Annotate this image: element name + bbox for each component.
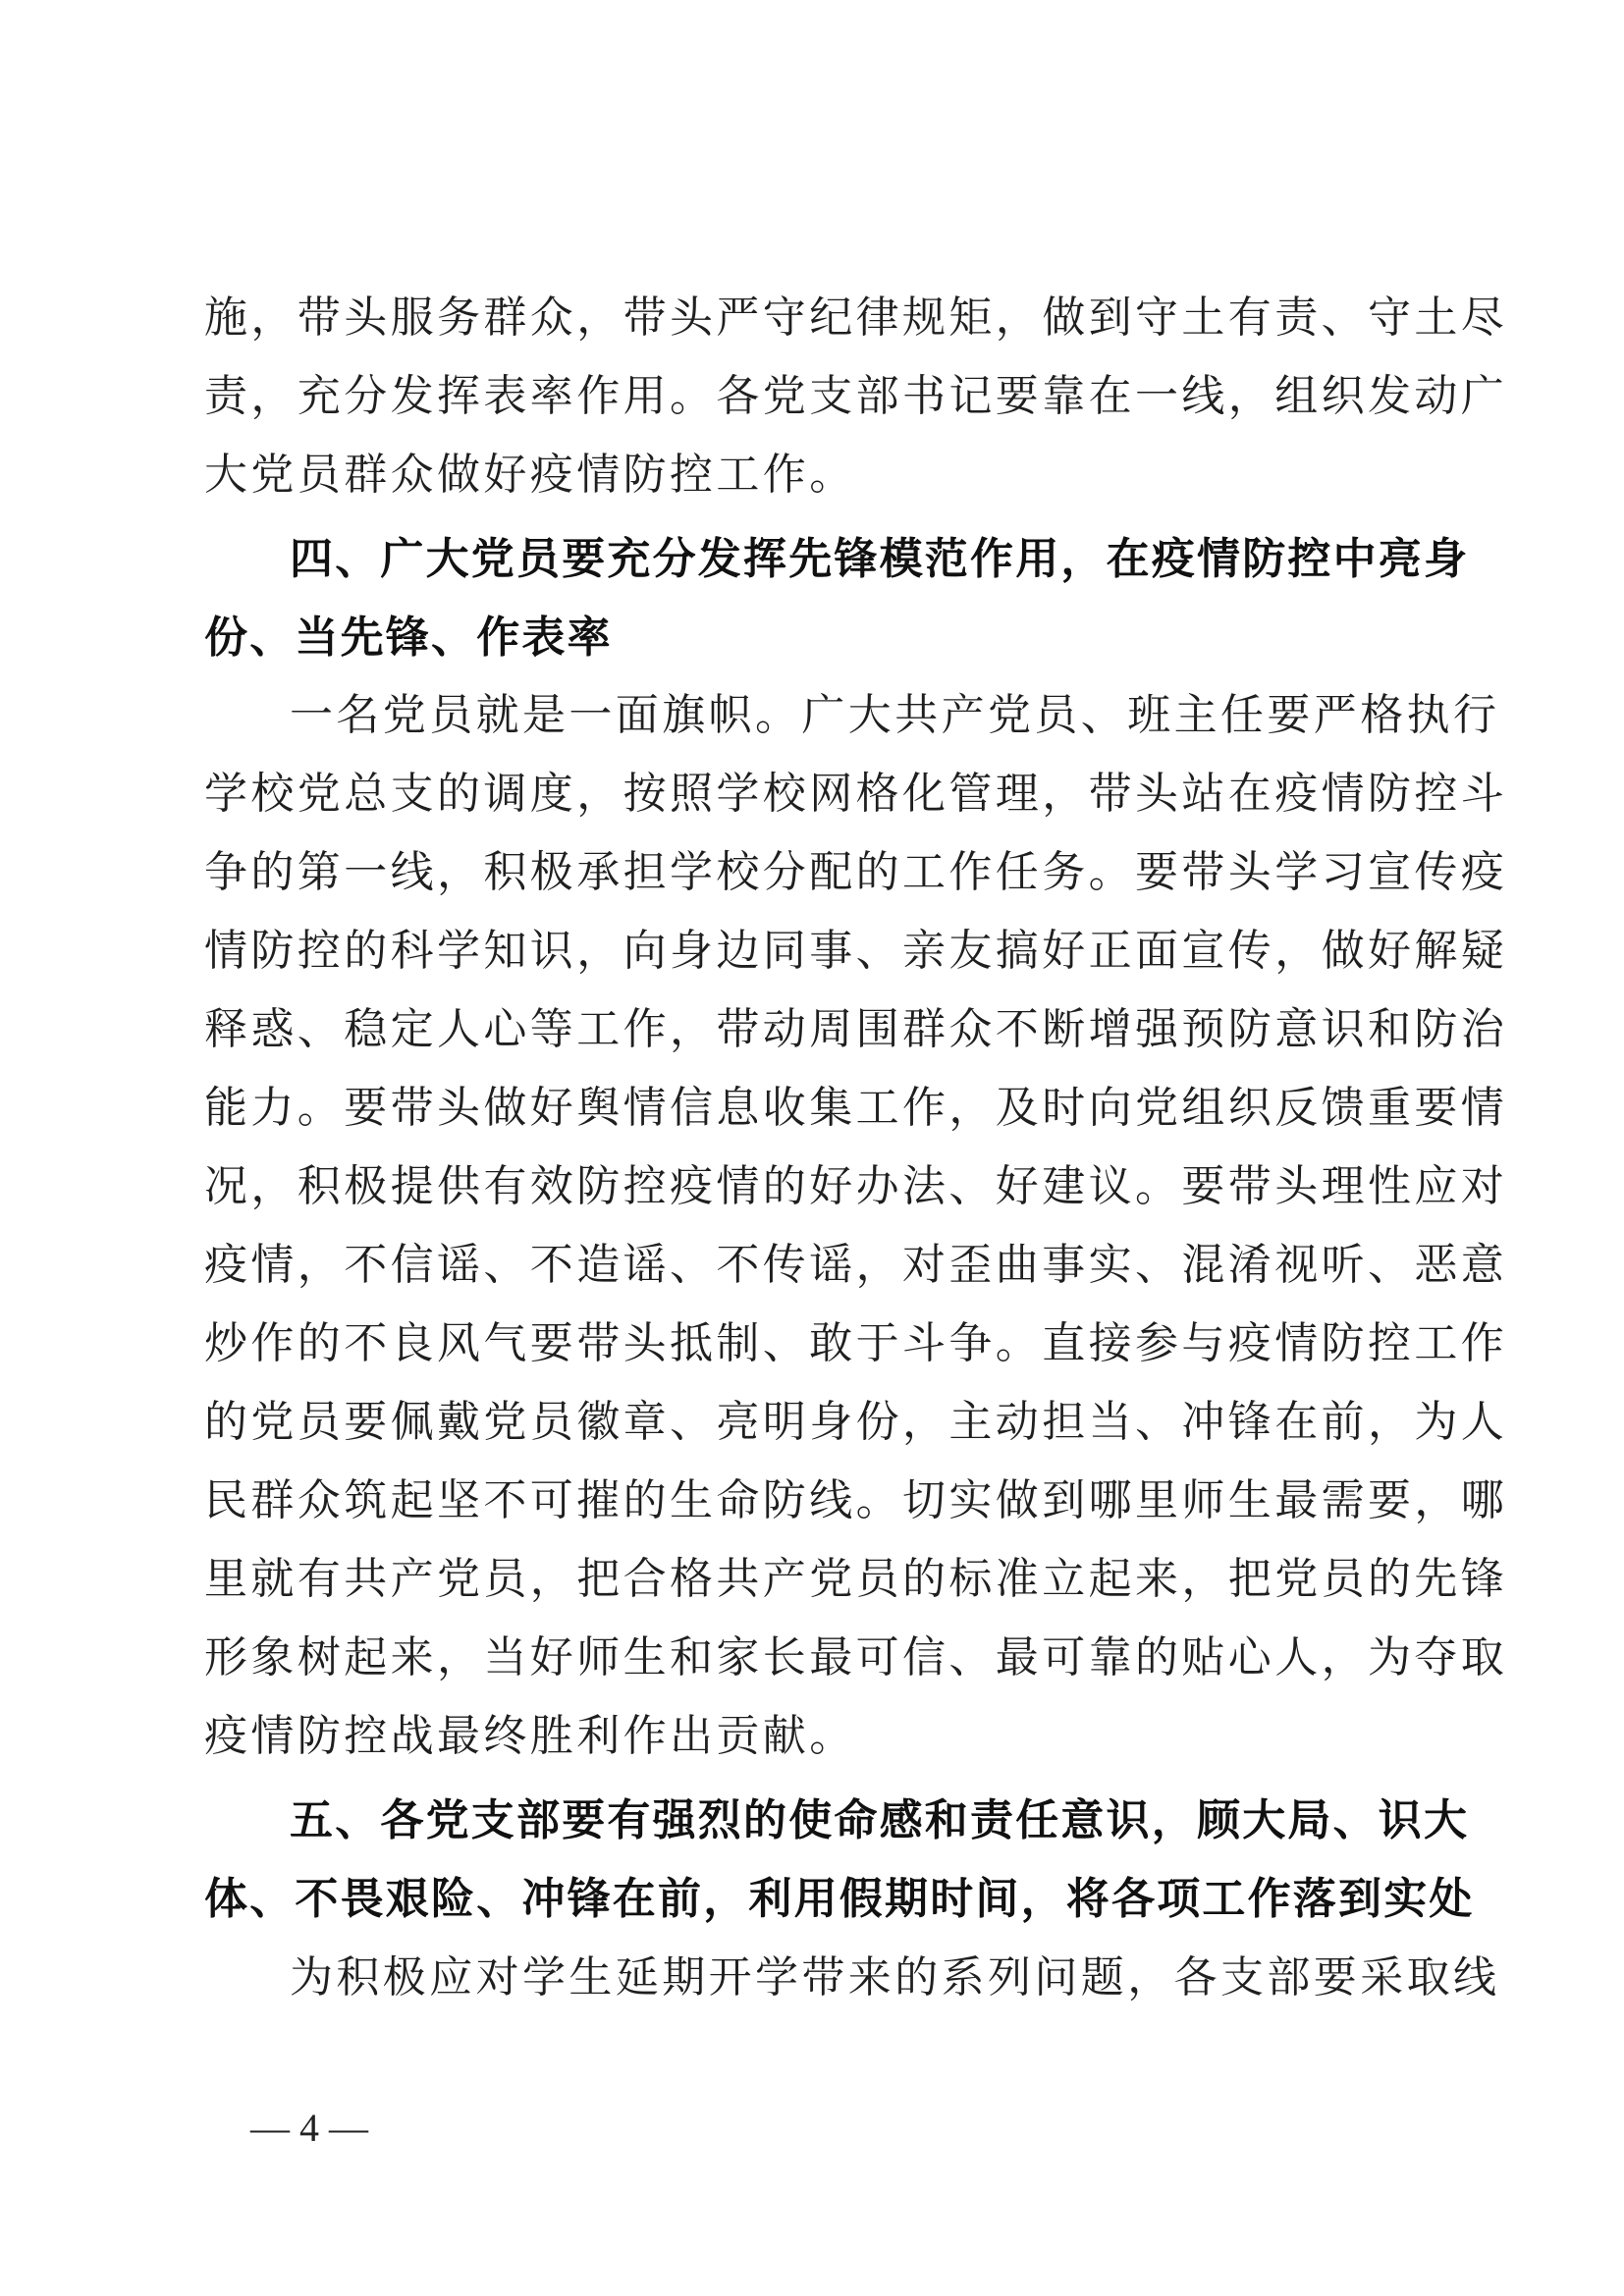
body-text-line: 的党员要佩戴党员徽章、亮明身份，主动担当、冲锋在前，为人: [204, 1397, 1508, 1447]
section-heading-line: 四、广大党员要充分发挥先锋模范作用，在疫情防控中亮身: [290, 534, 1470, 584]
body-text-line: 责，充分发挥表率作用。各党支部书记要靠在一线，组织发动广: [204, 371, 1508, 421]
body-text-line: 施，带头服务群众，带头严守纪律规矩，做到守土有责、守土尽: [204, 293, 1508, 343]
body-text-line: 大党员群众做好疫情防控工作。: [204, 450, 856, 500]
body-text-line: 疫情，不信谣、不造谣、不传谣，对歪曲事实、混淆视听、恶意: [204, 1240, 1508, 1290]
body-text-line: 民群众筑起坚不可摧的生命防线。切实做到哪里师生最需要，哪: [204, 1475, 1508, 1525]
body-text-line: 学校党总支的调度，按照学校网格化管理，带头站在疫情防控斗: [204, 769, 1508, 819]
body-text-line: 疫情防控战最终胜利作出贡献。: [204, 1711, 856, 1761]
section-heading-line: 份、当先锋、作表率: [204, 613, 613, 663]
section-heading-line: 体、不畏艰险、冲锋在前，利用假期时间，将各项工作落到实处: [204, 1874, 1475, 1924]
body-text-line: 里就有共产党员，把合格共产党员的标准立起来，把党员的先锋: [204, 1554, 1508, 1604]
body-text-line: 争的第一线，积极承担学校分配的工作任务。要带头学习宣传疫: [204, 847, 1508, 897]
body-text-line: 炒作的不良风气要带头抵制、敢于斗争。直接参与疫情防控工作: [204, 1318, 1508, 1368]
body-text-line: 情防控的科学知识，向身边同事、亲友搞好正面宣传，做好解疑: [204, 926, 1508, 976]
body-text-line: 能力。要带头做好舆情信息收集工作，及时向党组织反馈重要情: [204, 1083, 1508, 1133]
body-text-line: 况，积极提供有效防控疫情的好办法、好建议。要带头理性应对: [204, 1161, 1508, 1211]
section-heading-line: 五、各党支部要有强烈的使命感和责任意识，顾大局、识大: [290, 1795, 1470, 1845]
body-text-line: 一名党员就是一面旗帜。广大共产党员、班主任要严格执行: [290, 690, 1500, 740]
body-text-line: 形象树起来，当好师生和家长最可信、最可靠的贴心人，为夺取: [204, 1632, 1508, 1682]
page-number: — 4 —: [250, 2106, 368, 2150]
body-text-line: 释惑、稳定人心等工作，带动周围群众不断增强预防意识和防治: [204, 1004, 1508, 1054]
body-text-line: 为积极应对学生延期开学带来的系列问题，各支部要采取线: [290, 1952, 1500, 2002]
